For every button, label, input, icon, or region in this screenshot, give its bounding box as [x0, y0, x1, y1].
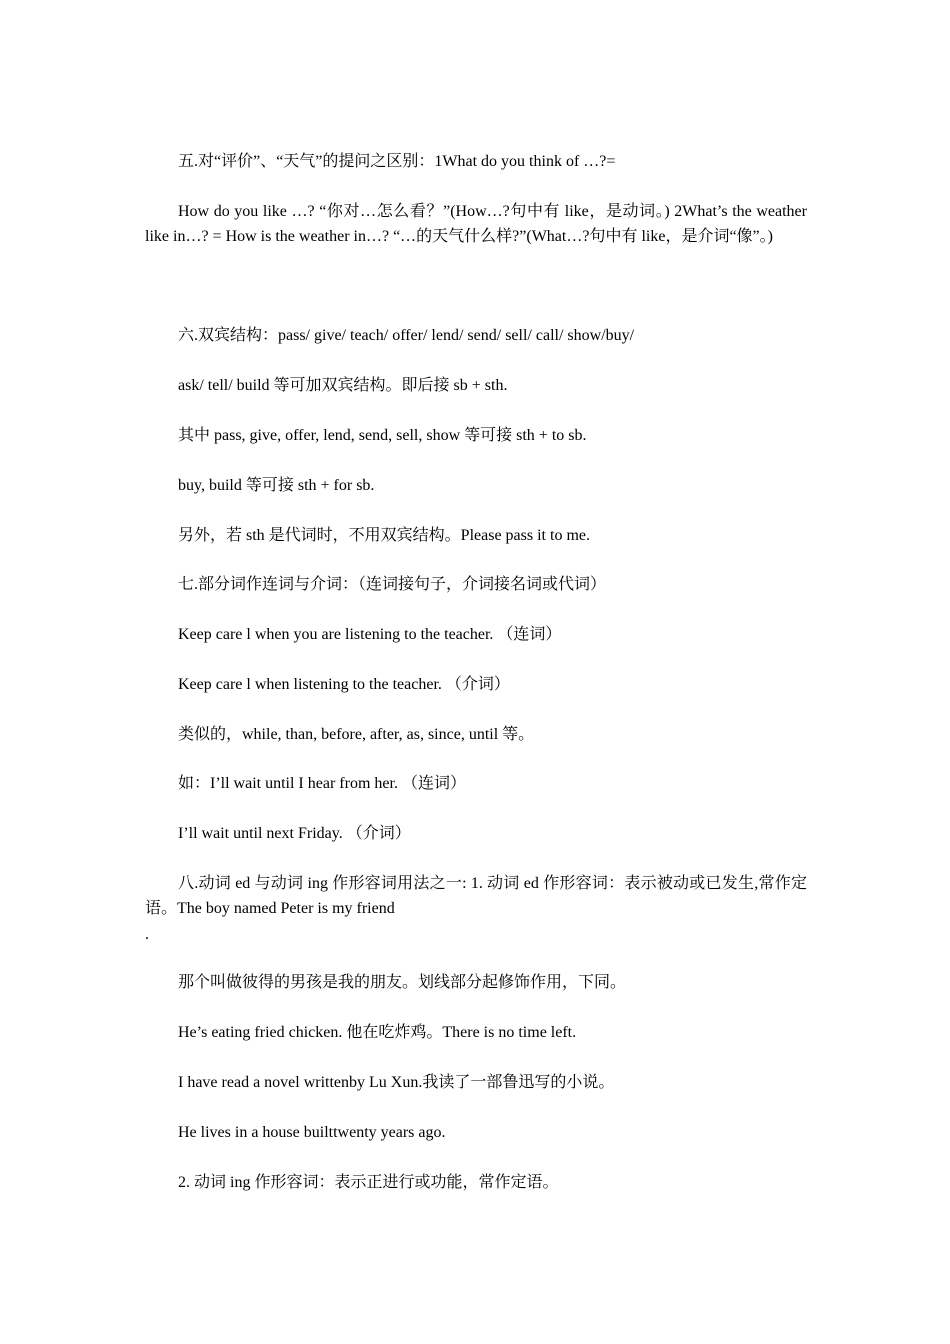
section-7-example-1: Keep care l when you are listening to the teacher. （连词） — [178, 626, 562, 643]
section-6-line-4: 另外，若 sth 是代词时，不用双宾结构。Please pass it to me. — [178, 527, 590, 544]
section-5-body: How do you like …? “你对…怎么看？”(How…?句中有 like，是动词。) 2What’s the weather like in…? = How is the weather in…? “…的天气什么样?”(What…?句中有 like，是介词“像”。) — [145, 203, 807, 245]
section-7-similar: 类似的，while, than, before, after, as, since, until 等。 — [178, 726, 535, 743]
section-6-line-3: buy, build 等可接 sth + for sb. — [178, 477, 375, 494]
section-8-example-2: I have read a novel writtenby Lu Xun.我读了一部鲁迅写的小说。 — [178, 1074, 615, 1091]
section-8-example-3: He lives in a house builttwenty years ago. — [178, 1124, 446, 1141]
section-6-heading: 六.双宾结构：pass/ give/ teach/ offer/ lend/ send/ sell/ call/ show/buy/ — [178, 327, 635, 344]
section-5-heading: 五.对“评价”、“天气”的提问之区别：1What do you think of …?= — [178, 153, 616, 170]
section-8-heading: 八.动词 ed 与动词 ing 作形容词用法之一: 1. 动词 ed 作形容词：表示被动或已发生,常作定语。The boy named Peter is my friend — [145, 875, 807, 917]
stray-period: . — [145, 926, 149, 943]
section-7-example-3: 如：I’ll wait until I hear from her. （连词） — [178, 775, 466, 792]
section-8-translation: 那个叫做彼得的男孩是我的朋友。划线部分起修饰作用，下同。 — [178, 974, 627, 991]
section-7-example-2: Keep care l when listening to the teacher. （介词） — [178, 676, 510, 693]
section-8-item-2: 2. 动词 ing 作形容词：表示正进行或功能，常作定语。 — [178, 1174, 559, 1191]
section-7-heading: 七.部分词作连词与介词：（连词接句子，介词接名词或代词） — [178, 576, 607, 593]
section-6-line-1: ask/ tell/ build 等可加双宾结构。即后接 sb + sth. — [178, 377, 508, 394]
section-6-line-2: 其中 pass, give, offer, lend, send, sell, show 等可接 sth + to sb. — [178, 427, 587, 444]
section-8-example-1: He’s eating fried chicken. 他在吃炸鸡。There is no time left. — [178, 1024, 577, 1041]
section-7-example-4: I’ll wait until next Friday. （介词） — [178, 825, 411, 842]
